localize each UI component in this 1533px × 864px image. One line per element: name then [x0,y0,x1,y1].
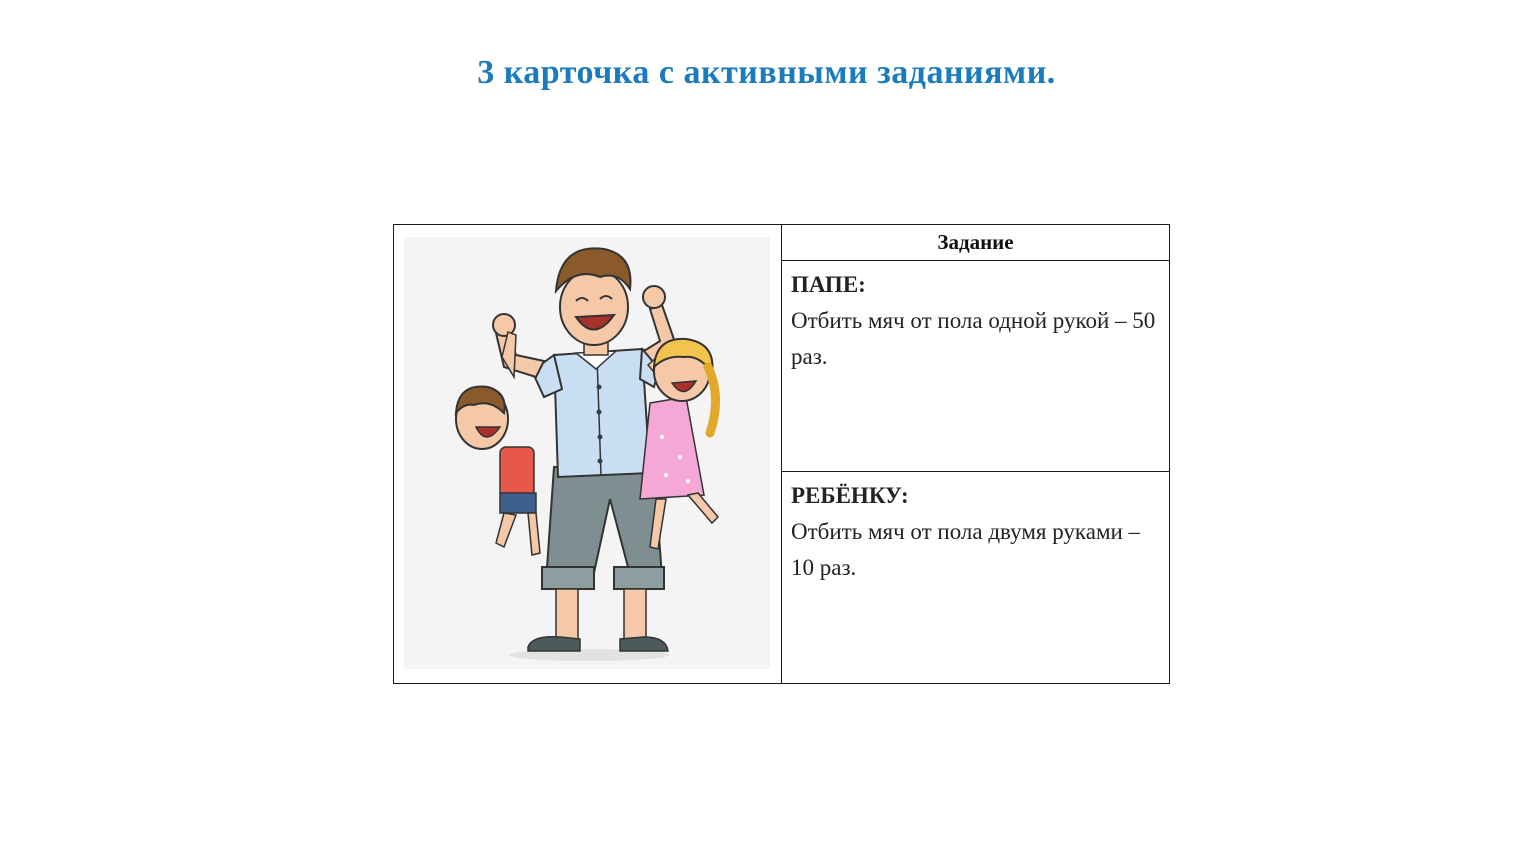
task-card-table [393,224,1170,684]
child-task-label: РЕБЁНКУ: [791,483,909,508]
slide-title: 3 карточка с активными заданиями. [477,54,1056,91]
family-illustration [404,237,770,669]
illustration-cell [394,225,782,684]
child-task-text: Отбить мяч от пола двумя руками – 10 раз. [791,519,1141,580]
father-children-illustration [404,237,770,669]
dad-task-cell [782,261,1170,472]
child-task-cell [782,472,1170,684]
task-header: Задание [782,225,1170,261]
dad-task-label: ПАПЕ: [791,272,866,297]
dad-task-text: Отбить мяч от пола одной рукой – 50 раз. [791,308,1156,369]
